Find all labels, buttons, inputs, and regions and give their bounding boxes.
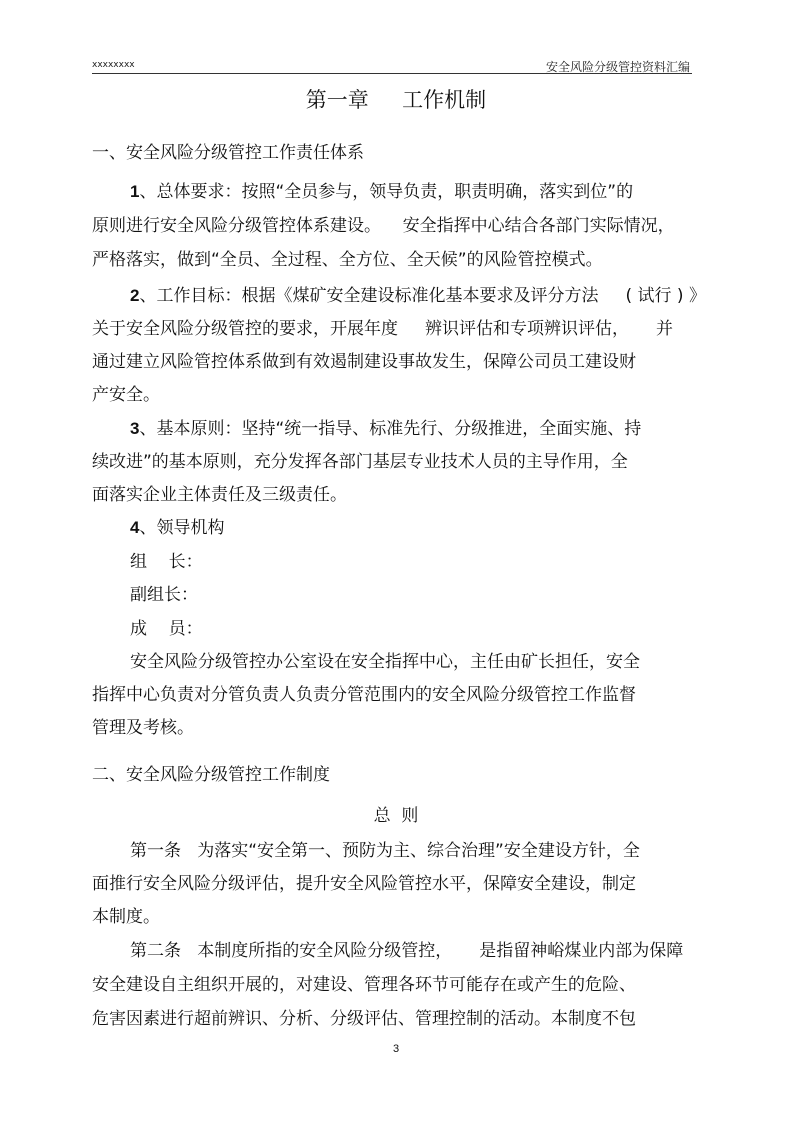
article2-line-3: 危害因素进行超前辨识、分析、分级评估、管理控制的活动。本制度不包 (92, 1009, 636, 1029)
item3-line-3: 面落实企业主体责任及三级责任。 (92, 485, 347, 505)
article1-line-2: 面推行安全风险分级评估，提升安全风险管控水平，保障安全建设，制定 (92, 874, 636, 894)
role-deputy-leader: 副组长： (130, 585, 198, 605)
item3-number: 3 (130, 419, 140, 438)
article2-line-2: 安全建设自主组织开展的，对建设、管理各环节可能存在或产生的危险、 (92, 975, 636, 995)
item2-line-4: 产安全。 (92, 385, 160, 405)
office-line-3: 管理及考核。 (92, 718, 194, 738)
item1-line-1: 1、总体要求：按照“全员参与，领导负责，职责明确，落实到位”的 (130, 182, 634, 202)
header-left-text: xxxxxxxx (92, 60, 135, 70)
page-number: 3 (392, 1043, 400, 1055)
general-provisions-heading: 总 则 (373, 806, 419, 826)
page-header (92, 58, 692, 74)
item2-line-2: 关于安全风险分级管控的要求，开展年度 辨识评估和专项辨识评估， 并 (92, 319, 674, 339)
item3-line-2: 续改进”的基本原则，充分发挥各部门基层专业技术人员的主导作用，全 (92, 452, 628, 472)
item1-number: 1 (130, 182, 140, 201)
role-leader: 组 长： (130, 552, 203, 572)
office-line-1: 安全风险分级管控办公室设在安全指挥中心，主任由矿长担任，安全 (130, 652, 640, 672)
role-members: 成 员： (130, 619, 203, 639)
item4-number: 4 (130, 518, 140, 537)
article1-line-3: 本制度。 (92, 907, 160, 927)
article2-line-1: 第二条 本制度所指的安全风险分级管控， 是指留神峪煤业内部为保障 (130, 941, 684, 961)
section-heading-1: 一、安全风险分级管控工作责任体系 (92, 143, 364, 163)
item2-number: 2 (130, 286, 140, 305)
item2-line-3: 通过建立风险管控体系做到有效遏制建设事故发生，保障公司员工建设财 (92, 352, 636, 372)
chapter-title: 第一章 工作机制 (305, 88, 487, 112)
item3-line-1: 3、基本原则：坚持“统一指导、标准先行、分级推进，全面实施、持 (130, 419, 642, 439)
article1-line-1: 第一条 为落实“安全第一、预防为主、综合治理”安全建设方针，全 (130, 841, 640, 861)
item4-line: 4、领导机构 (130, 518, 225, 538)
item1-line-2: 原则进行安全风险分级管控体系建设。 安全指挥中心结合各部门实际情况， (92, 216, 675, 236)
item2-line-1: 2、工作目标：根据《煤矿安全建设标准化基本要求及评分方法 ( 试行 ) 》 (130, 286, 706, 306)
office-line-2: 指挥中心负责对分管负责人负责分管范围内的安全风险分级管控工作监督 (92, 685, 636, 705)
header-right-title: 安全风险分级管控资料汇编 (545, 60, 690, 74)
item1-line-3: 严格落实，做到“全员、全过程、全方位、全天候”的风险管控模式。 (92, 250, 603, 270)
section-heading-2: 二、安全风险分级管控工作制度 (92, 765, 330, 785)
